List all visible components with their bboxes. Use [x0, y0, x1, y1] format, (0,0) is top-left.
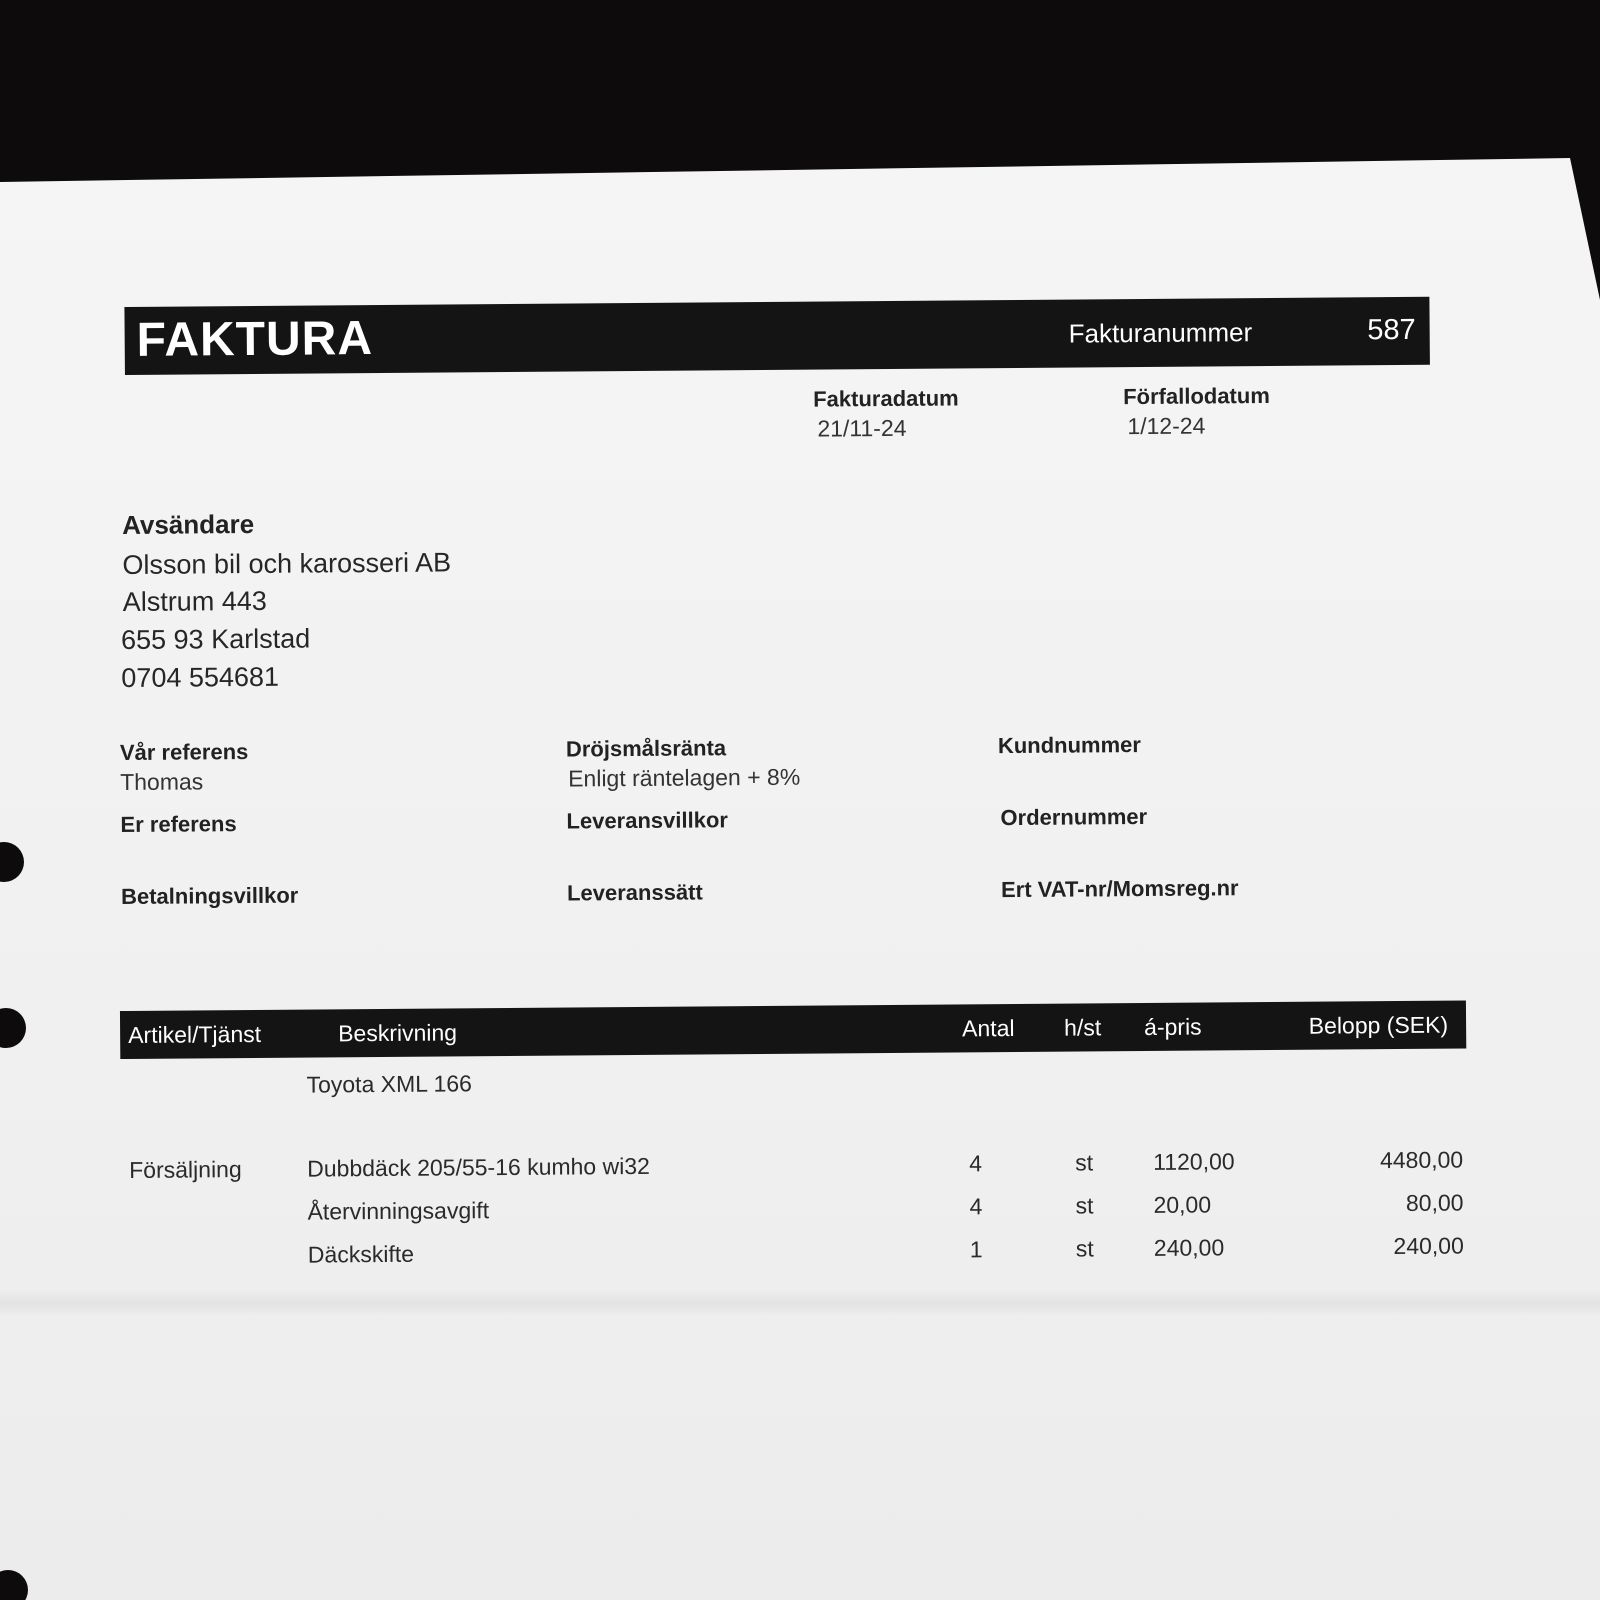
due-date-label: Förfallodatum — [1123, 382, 1270, 410]
payment-terms-label: Betalningsvillkor — [120, 882, 299, 910]
vat-number-label: Ert VAT-nr/Momsreg.nr — [1000, 875, 1239, 903]
row-unit: st — [1075, 1235, 1094, 1262]
row-amount: 80,00 — [1405, 1189, 1464, 1216]
invoice-date: 21/11-24 — [817, 414, 907, 442]
invoice-title-banner — [124, 297, 1429, 375]
order-number-label: Ordernummer — [1000, 803, 1148, 831]
row-unit-price: 240,00 — [1153, 1234, 1225, 1261]
invoice-title: FAKTURA — [136, 312, 374, 367]
column-header-article: Artikel/Tjänst — [128, 1020, 262, 1048]
row-quantity: 4 — [969, 1193, 983, 1220]
sender-heading: Avsändare — [122, 508, 255, 541]
row-article: Försäljning — [129, 1156, 242, 1183]
row-amount: 240,00 — [1393, 1232, 1464, 1260]
column-header-unit: h/st — [1064, 1014, 1102, 1041]
invoice-number-label: Fakturanummer — [1068, 317, 1253, 349]
row-unit-price: 20,00 — [1153, 1191, 1212, 1218]
row-unit: st — [1075, 1192, 1094, 1219]
row-description: Återvinningsavgift — [307, 1197, 490, 1225]
vehicle-note: Toyota XML 166 — [306, 1070, 472, 1098]
items-table-header — [120, 1000, 1466, 1059]
invoice-number: 587 — [1367, 313, 1416, 347]
our-reference: Thomas — [120, 768, 204, 796]
column-header-amount: Belopp (SEK) — [1308, 1011, 1449, 1039]
row-quantity: 4 — [969, 1150, 983, 1177]
due-date: 1/12-24 — [1127, 412, 1206, 440]
sender-phone: 0704 554681 — [121, 661, 280, 694]
your-reference-label: Er referens — [120, 811, 237, 838]
row-unit-price: 1120,00 — [1153, 1148, 1235, 1175]
customer-number-label: Kundnummer — [997, 732, 1141, 759]
row-description: Däckskifte — [307, 1240, 415, 1268]
row-description: Dubbdäck 205/55-16 kumho wi32 — [307, 1152, 650, 1182]
row-quantity: 1 — [969, 1236, 983, 1263]
sender-street: Alstrum 443 — [122, 585, 267, 617]
row-amount: 4480,00 — [1379, 1146, 1464, 1174]
late-interest-label: Dröjsmålsränta — [565, 735, 727, 762]
late-interest: Enligt räntelagen + 8% — [568, 763, 801, 792]
column-header-unit-price: á-pris — [1144, 1013, 1202, 1040]
row-unit: st — [1075, 1149, 1094, 1176]
column-header-quantity: Antal — [962, 1015, 1015, 1042]
column-header-description: Beskrivning — [338, 1019, 458, 1047]
invoice-date-label: Fakturadatum — [813, 385, 959, 412]
delivery-terms-label: Leveransvillkor — [566, 807, 729, 834]
sender-city: 655 93 Karlstad — [120, 623, 311, 656]
our-reference-label: Vår referens — [119, 739, 249, 766]
sender-company: Olsson bil och karosseri AB — [122, 547, 452, 581]
delivery-method-label: Leveranssätt — [566, 879, 703, 906]
